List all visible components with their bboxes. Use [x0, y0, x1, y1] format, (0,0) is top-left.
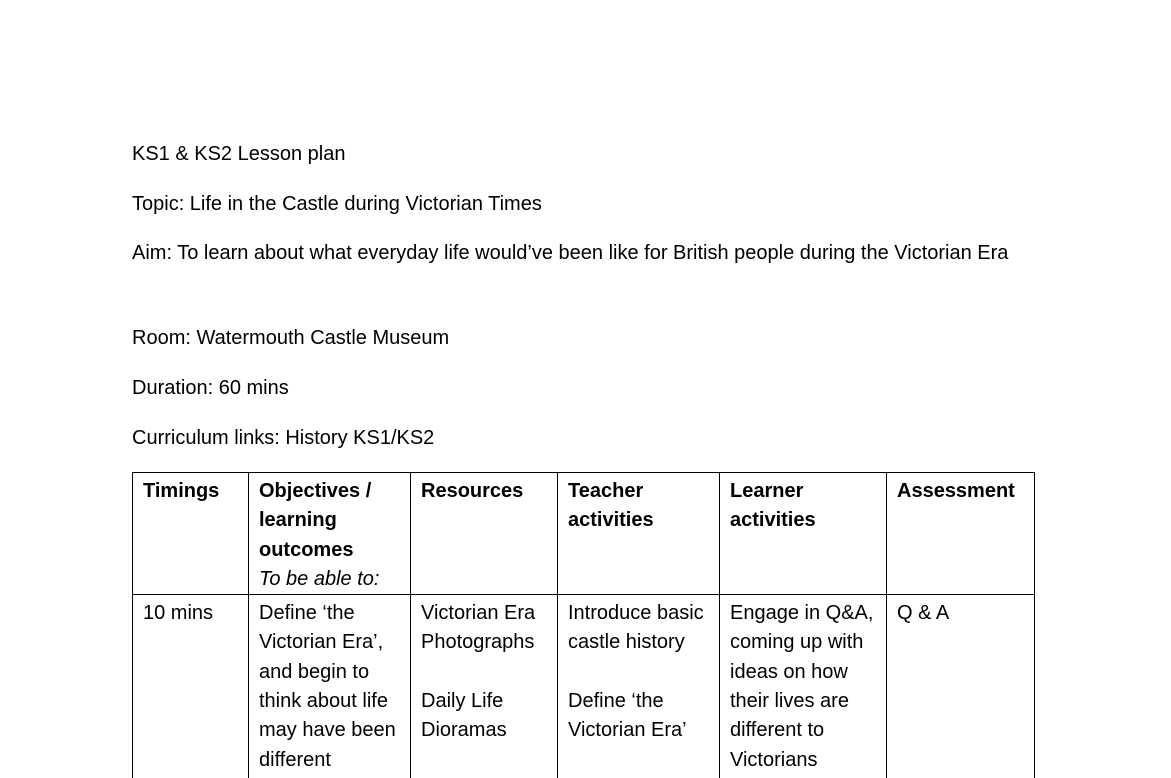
- header-teacher-activities: Teacher activities: [558, 473, 720, 595]
- resource-item: Victorian Era Photographs: [421, 602, 536, 654]
- header-objectives: [249, 473, 411, 595]
- cell-objectives: Define ‘the Victorian Era’, and begin to think about life may have been different: [249, 595, 411, 778]
- header-learner-activities: Learner activities: [720, 473, 887, 595]
- header-assessment: Assessment: [887, 473, 1035, 595]
- header-objectives-sub: To be able to:: [259, 567, 380, 590]
- topic-line: Topic: Life in the Castle during Victorian Times: [132, 193, 542, 215]
- teacher-activity: Introduce basic castle history: [568, 602, 704, 654]
- duration-line: Duration: 60 mins: [132, 377, 289, 399]
- teacher-activity: Define ‘the Victorian Era’: [568, 690, 687, 742]
- cell-learner-activities: Engage in Q&A, coming up with ideas on how their lives are different to Victorians: [720, 595, 887, 778]
- aim-line: Aim: To learn about what everyday life would’ve been like for British people during the Victorian Era: [132, 242, 1009, 264]
- cell-assessment: Q & A: [887, 595, 1035, 778]
- room-line: Room: Watermouth Castle Museum: [132, 327, 450, 349]
- resource-item: Daily Life Dioramas: [421, 690, 507, 742]
- cell-timings: 10 mins: [133, 595, 249, 778]
- plan-title: KS1 & KS2 Lesson plan: [132, 143, 346, 165]
- header-resources: Resources: [411, 473, 558, 595]
- curriculum-line: Curriculum links: History KS1/KS2: [132, 427, 435, 449]
- table-row: [133, 595, 1035, 778]
- table-header-row: [133, 473, 1035, 595]
- lesson-plan-table: [132, 472, 1035, 778]
- header-objectives-label: Objectives / learning outcomes: [259, 480, 372, 561]
- cell-resources: [411, 595, 558, 778]
- cell-teacher-activities: [558, 595, 720, 778]
- header-timings: Timings: [133, 473, 249, 595]
